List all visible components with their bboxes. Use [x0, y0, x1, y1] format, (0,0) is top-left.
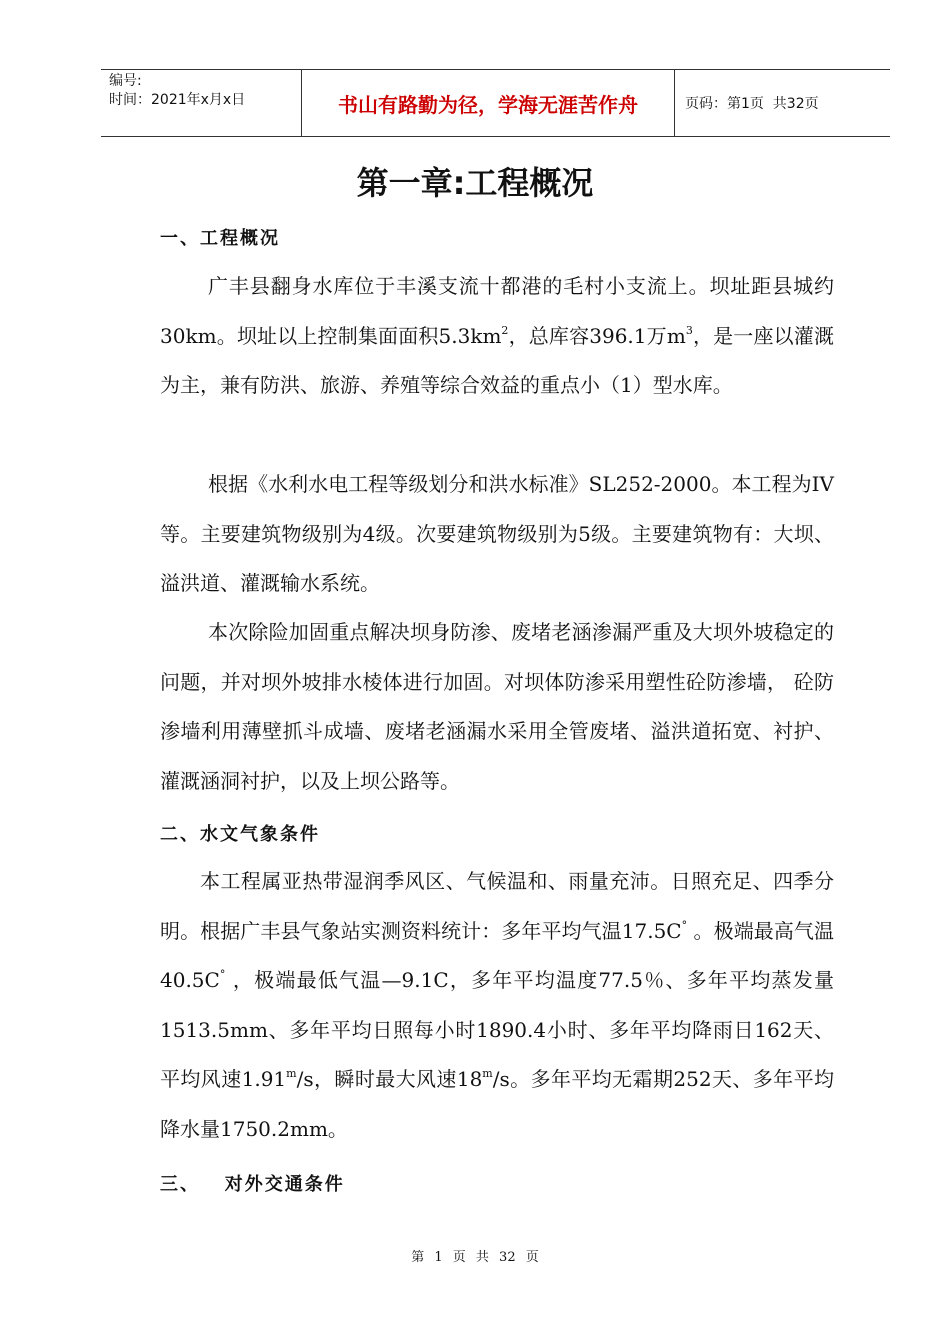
header-motto: 书山有路勤为径，学海无涯苦作舟	[301, 70, 675, 136]
header-page-info	[675, 70, 890, 136]
section-heading-1: 一、工程概况	[160, 228, 280, 249]
page-footer: 第 1 页 共 32 页	[411, 1250, 539, 1265]
header-meta	[101, 70, 301, 136]
section-heading-3: 三、 对外交通条件	[160, 1174, 345, 1195]
time-label: 时间：2021年x月x日	[109, 92, 246, 108]
page-info-text: 页码：第1页 共32页	[685, 96, 819, 112]
paragraph-reinforcement: 本次除险加固重点解决坝身防渗、废堵老涵渗漏严重及大坝外坡稳定的问题，并对坝外坡排水棱体进行加固。对坝体防渗采用塑性砼防渗墙， 砼防渗墙利用薄壁抓斗成墙、废堵老涵漏水采用全管废堵、溢洪道拓宽、衬护、灌溉涵洞衬护，以及上坝公路等。	[160, 620, 834, 793]
code-label: 编号:	[109, 73, 142, 89]
paragraph-climate: 本工程属亚热带湿润季风区、气候温和、雨量充沛。日照充足、四季分明。根据广丰县气象站实测资料统计：多年平均气温17.5C° 。极端最高气温40.5C° ，极端最低气温—9.1C，多年平均温度77.5％、多年平均蒸发量1513.5mm、多年平均日照每小时1890.4小时、多年平均降雨日162天、平均风速1.91$^m$/s，瞬时最大风速18$^m$/s。多年平均无霜期252天、多年平均降水量1750.2mm。	[160, 869, 835, 1141]
paragraph-overview: 广丰县翻身水库位于丰溪支流十都港的毛村小支流上。坝址距县城约30km。坝址以上控制集面面积$5.3km^2$，总库容396.1万$m^3$，是一座以灌溉为主，兼有防洪、旅游、养殖等综合效益的重点小（1）型水库。	[160, 274, 834, 397]
paragraph-grade: 根据《水利水电工程等级划分和洪水标准》SL252-2000。本工程为IV等。主要建筑物级别为4级。次要建筑物级别为5级。主要建筑物有：大坝、溢洪道、灌溉输水系统。	[160, 472, 834, 595]
chapter-title: 第一章:工程概况	[356, 164, 594, 202]
page-header	[101, 69, 890, 137]
section-heading-2: 二、水文气象条件	[160, 824, 320, 845]
